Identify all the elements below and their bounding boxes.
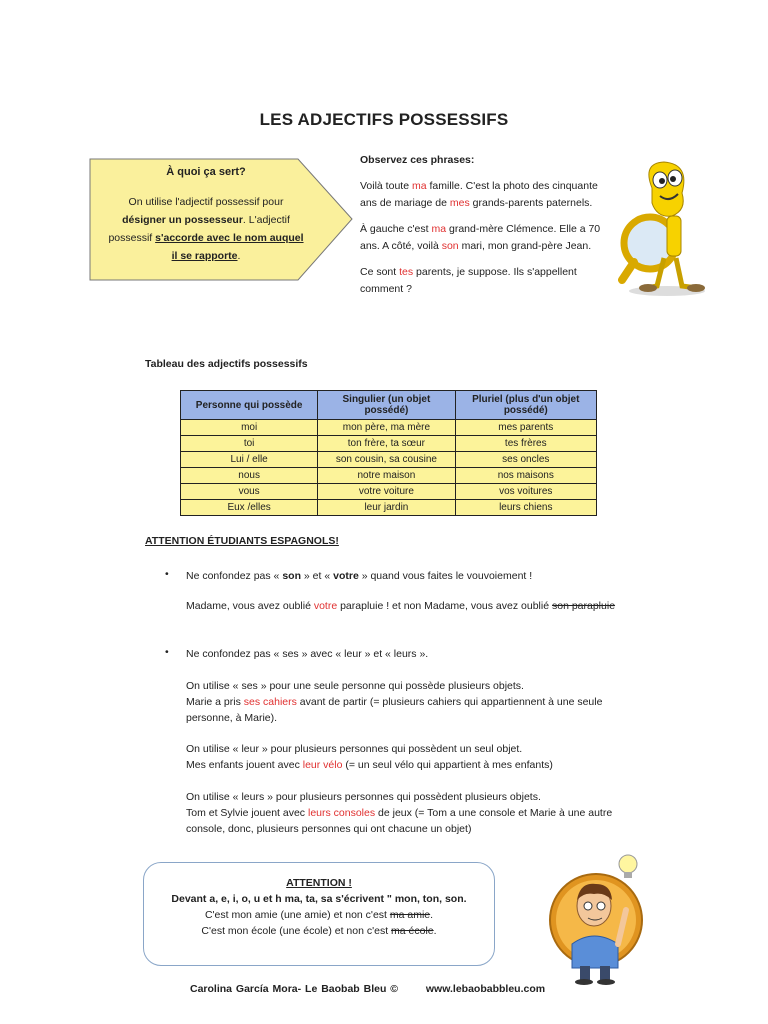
table-cell: nous: [181, 468, 318, 484]
ses-example-text: Marie a pris ses cahiers avant de partir (= plusieurs cahiers qui appartiennent à une seule personne, à Marie).: [186, 696, 603, 724]
attention-spanish-students-heading: ATTENTION ÉTUDIANTS ESPAGNOLS!: [145, 535, 339, 547]
observe-paragraph-2: À gauche c'est ma grand-mère Clémence. Elle a 70 ans. A côté, voilà son mari, mon grand-père Jean.: [360, 223, 601, 252]
attention-heading: ATTENTION !: [286, 877, 352, 889]
leur-rule-text: On utilise « leur » pour plusieurs personnes qui possèdent un seul objet.: [186, 743, 523, 755]
possessive-adjectives-table: [180, 390, 597, 516]
observe-paragraph-1: Voilà toute ma famille. C'est la photo des cinquante ans de mariage de mes grands-parents paternels.: [360, 180, 598, 209]
table-title: Tableau des adjectifs possessifs: [145, 358, 308, 370]
bullet-1-text: Ne confondez pas « son » et « votre » quand vous faites le vouvoiement !: [186, 570, 533, 582]
table-cell: toi: [181, 436, 318, 452]
column-header: Singulier (un objet possédé): [318, 391, 455, 420]
purpose-line2b: . L'adjectif: [242, 214, 290, 226]
highlighted-word: leur vélo: [302, 759, 343, 771]
table-row: [181, 420, 597, 436]
purpose-line3a: possessif: [108, 232, 156, 244]
attention-line-2: C'est mon amie (une amie) et non c'est ma amie.: [204, 909, 434, 921]
table-cell: leurs chiens: [455, 500, 596, 516]
highlighted-word: leurs consoles: [307, 807, 376, 819]
footer-author: Carolina García Mora- Le Baobab Bleu ©: [190, 983, 399, 995]
table-cell: Eux /elles: [181, 500, 318, 516]
highlighted-word: ses cahiers: [243, 696, 297, 708]
footer: [190, 983, 545, 995]
bullet-icon: •: [165, 646, 169, 658]
table-header-row: [181, 391, 597, 420]
footer-website: www.lebaobabbleu.com: [425, 983, 546, 995]
table-row: [181, 468, 597, 484]
highlighted-word: son: [441, 240, 459, 252]
ses-rule-text: On utilise « ses » pour une seule personne qui possède plusieurs objets.: [186, 680, 524, 692]
table-cell: leur jardin: [318, 500, 455, 516]
magnifying-glass-mascot-illustration: [612, 158, 712, 298]
bullet-2-text: Ne confondez pas « ses » avec « leur » et « leurs ».: [186, 648, 429, 660]
table-cell: ses oncles: [455, 452, 596, 468]
leurs-rule-text: On utilise « leurs » pour plusieurs personnes qui possèdent plusieurs objets.: [186, 791, 541, 803]
highlighted-word: ma: [411, 180, 427, 192]
bold-word: votre: [333, 570, 359, 582]
purpose-line4: il se rapporte: [171, 250, 238, 262]
highlighted-word: mes: [449, 197, 470, 209]
table-cell: son cousin, sa cousine: [318, 452, 455, 468]
purpose-line4b: .: [237, 250, 241, 262]
page-title: LES ADJECTIFS POSSESSIFS: [259, 110, 509, 129]
bullet-icon: •: [165, 568, 169, 580]
purpose-heading: À quoi ça sert?: [166, 166, 246, 178]
table-row: [181, 452, 597, 468]
table-cell: ton frère, ta sœur: [318, 436, 455, 452]
attention-line-1: Devant a, e, i, o, u et h ma, ta, sa s'écrivent " mon, ton, son.: [171, 893, 467, 905]
table-cell: nos maisons: [455, 468, 596, 484]
highlighted-word: votre: [313, 600, 338, 612]
table-cell: notre maison: [318, 468, 455, 484]
purpose-text: [96, 163, 316, 265]
table-cell: vos voitures: [455, 484, 596, 500]
table-cell: votre voiture: [318, 484, 455, 500]
bold-word: son: [282, 570, 301, 582]
attention-line-3: C'est mon école (une école) et non c'est ma école.: [201, 925, 437, 937]
highlighted-word: ma: [431, 223, 447, 235]
struck-word: ma amie: [389, 909, 431, 921]
observe-section: [360, 152, 610, 307]
attention-note-box: [143, 862, 495, 966]
example-1-text: Madame, vous avez oublié votre parapluie ! et non Madame, vous avez oublié son parapluie: [186, 600, 616, 612]
idea-man-illustration: [548, 848, 648, 986]
table-cell: tes frères: [455, 436, 596, 452]
table-cell: vous: [181, 484, 318, 500]
purpose-line1: On utilise l'adjectif possessif pour: [128, 196, 284, 208]
table-cell: mes parents: [455, 420, 596, 436]
observe-paragraph-3: Ce sont tes parents, je suppose. Ils s'appellent comment ?: [360, 266, 577, 295]
table-cell: Lui / elle: [181, 452, 318, 468]
purpose-line2a: désigner un possesseur: [122, 214, 243, 226]
struck-word: son parapluie: [551, 600, 616, 612]
table-row: [181, 500, 597, 516]
table-row: [181, 436, 597, 452]
table-cell: mon père, ma mère: [318, 420, 455, 436]
struck-word: ma école: [391, 925, 434, 937]
highlighted-word: tes: [399, 266, 414, 278]
leur-example-text: Mes enfants jouent avec leur vélo (= un seul vélo qui appartient à mes enfants): [186, 759, 553, 771]
column-header: Personne qui possède: [181, 391, 318, 420]
column-header: Pluriel (plus d'un objet possédé): [455, 391, 596, 420]
leurs-example-text: Tom et Sylvie jouent avec leurs consoles de jeux (= Tom a une console et Marie à une autre console, donc, plusieurs personnes qui ont chacune un objet): [186, 807, 613, 835]
table-cell: moi: [181, 420, 318, 436]
table-row: [181, 484, 597, 500]
purpose-line3b: s'accorde avec le nom auquel: [155, 232, 304, 244]
observe-heading: Observez ces phrases:: [360, 154, 475, 166]
purpose-arrow-box: [88, 157, 355, 282]
